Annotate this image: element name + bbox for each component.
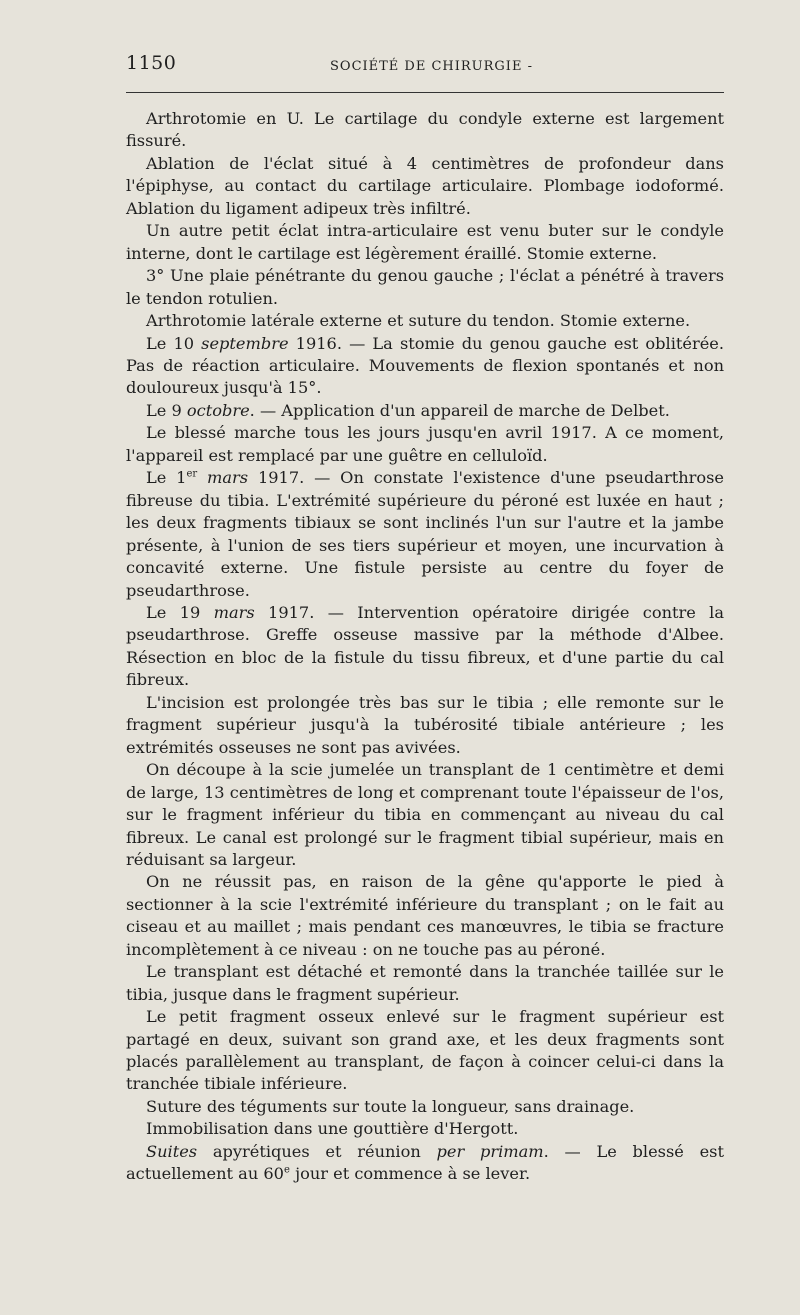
text-run: . — Application d'un appareil de marche de Delbet. [249, 400, 670, 420]
italic-date: septembre [201, 333, 289, 353]
text-run: jour et commence à se lever. [289, 1164, 531, 1184]
text-run: 1917. — On constate l'existence d'une pseudarthrose fibreuse du tibia. L'extrémité supérieure du péroné est luxée en haut ; les deux fragments tibiaux se sont inclinés l'un sur l'autre et la jambe présente, à l'union de ses tiers supérieur et moyen, une incurvation à concavité externe. Une fistule persiste au centre du foyer de pseudarthrose. [126, 468, 724, 600]
paragraph: Ablation de l'éclat situé à 4 centimètres de profondeur dans l'épiphyse, au contact du cartilage articulaire. Plombage iodoformé. Ablation du ligament adipeux très infiltré. [126, 153, 724, 218]
paragraph: Un autre petit éclat intra-articulaire est venu buter sur le condyle interne, dont le cartilage est légèrement éraillé. Stomie externe. [126, 221, 724, 263]
page-number: 1150 [126, 52, 177, 74]
running-title [330, 59, 533, 74]
running-title-dash: - [527, 59, 533, 74]
italic-term: per primam [436, 1141, 544, 1161]
superscript: er [186, 468, 198, 480]
header-rule [126, 92, 724, 93]
paragraph [126, 400, 724, 422]
paragraph: On découpe à la scie jumelée un transplant de 1 centimètre et demi de large, 13 centimètres de long et comprenant toute l'épaisseur de l'os, sur le fragment inférieur du tibia en commençant au niveau du cal fibreux. Le canal est prolongé sur le fragment tibial supérieur, mais en réduisant sa largeur. [126, 760, 724, 869]
running-title-text: SOCIÉTÉ DE CHIRURGIE [330, 59, 523, 74]
italic-date: mars [207, 468, 249, 488]
paragraph: Arthrotomie en U. Le cartilage du condyle externe est largement fissuré. [126, 109, 724, 151]
paragraph [126, 602, 724, 692]
italic-date: mars [213, 602, 255, 622]
paragraph: Arthrotomie latérale externe et suture du tendon. Stomie externe. [146, 311, 691, 331]
text-run: 1916. — La stomie du genou gauche est oblitérée. Pas de réaction articulaire. Mouvements de flexion spontanés et non douloureux jusqu'à 15°. [126, 333, 724, 398]
italic-date: octobre [186, 400, 250, 420]
paragraph: Le blessé marche tous les jours jusqu'en avril 1917. A ce moment, l'appareil est remplacé par une guêtre en celluloïd. [126, 423, 724, 465]
paragraph: 3° Une plaie pénétrante du genou gauche ; l'éclat a pénétré à travers le tendon rotulien. [126, 266, 724, 308]
paragraph: Le petit fragment osseux enlevé sur le fragment supérieur est partagé en deux, suivant son grand axe, et les deux fragments sont placés parallèlement au transplant, de façon à coincer celui-ci dans la tranchée tibiale inférieure. [126, 1007, 724, 1094]
paragraph [126, 467, 724, 602]
text-run: 1917. — Intervention opératoire dirigée contre la pseudarthrose. Greffe osseuse massive par la méthode d'Albee. Résection en bloc de la fistule du tissu fibreux, et d'une partie du cal fibreux. [126, 602, 725, 690]
text-run: apyrétiques et réunion [197, 1141, 437, 1161]
body-text [126, 108, 724, 1186]
paragraph: L'incision est prolongée très bas sur le tibia ; elle remonte sur le fragment supérieur jusqu'à la tubérosité tibiale antérieure ; les extrémités osseuses ne sont pas avivées. [126, 692, 724, 757]
paragraph: Suture des téguments sur toute la longueur, sans drainage. [146, 1096, 635, 1116]
italic-term: Suites [146, 1141, 198, 1161]
paragraph [126, 1141, 724, 1186]
superscript: e [284, 1164, 290, 1176]
page-header [126, 52, 724, 82]
text-run: Le 19 [146, 602, 214, 622]
paragraph: Immobilisation dans une gouttière d'Hergott. [146, 1119, 519, 1139]
text-run: Le 10 [146, 333, 202, 353]
text-run: Le 1 [146, 468, 187, 488]
text-run: . — Le blessé est actuellement au 60 [126, 1141, 724, 1184]
paragraph [126, 333, 724, 400]
paragraph: On ne réussit pas, en raison de la gêne qu'apporte le pied à sectionner à la scie l'extrémité inférieure du transplant ; on le fait au ciseau et au maillet ; mais pendant ces manœuvres, le tibia se fracture incomplètement à ce niveau : on ne touche pas au péroné. [126, 872, 724, 959]
paragraph: Le transplant est détaché et remonté dans la tranchée taillée sur le tibia, jusque dans le fragment supérieur. [126, 962, 724, 1004]
text-run: Le 9 [146, 400, 187, 420]
